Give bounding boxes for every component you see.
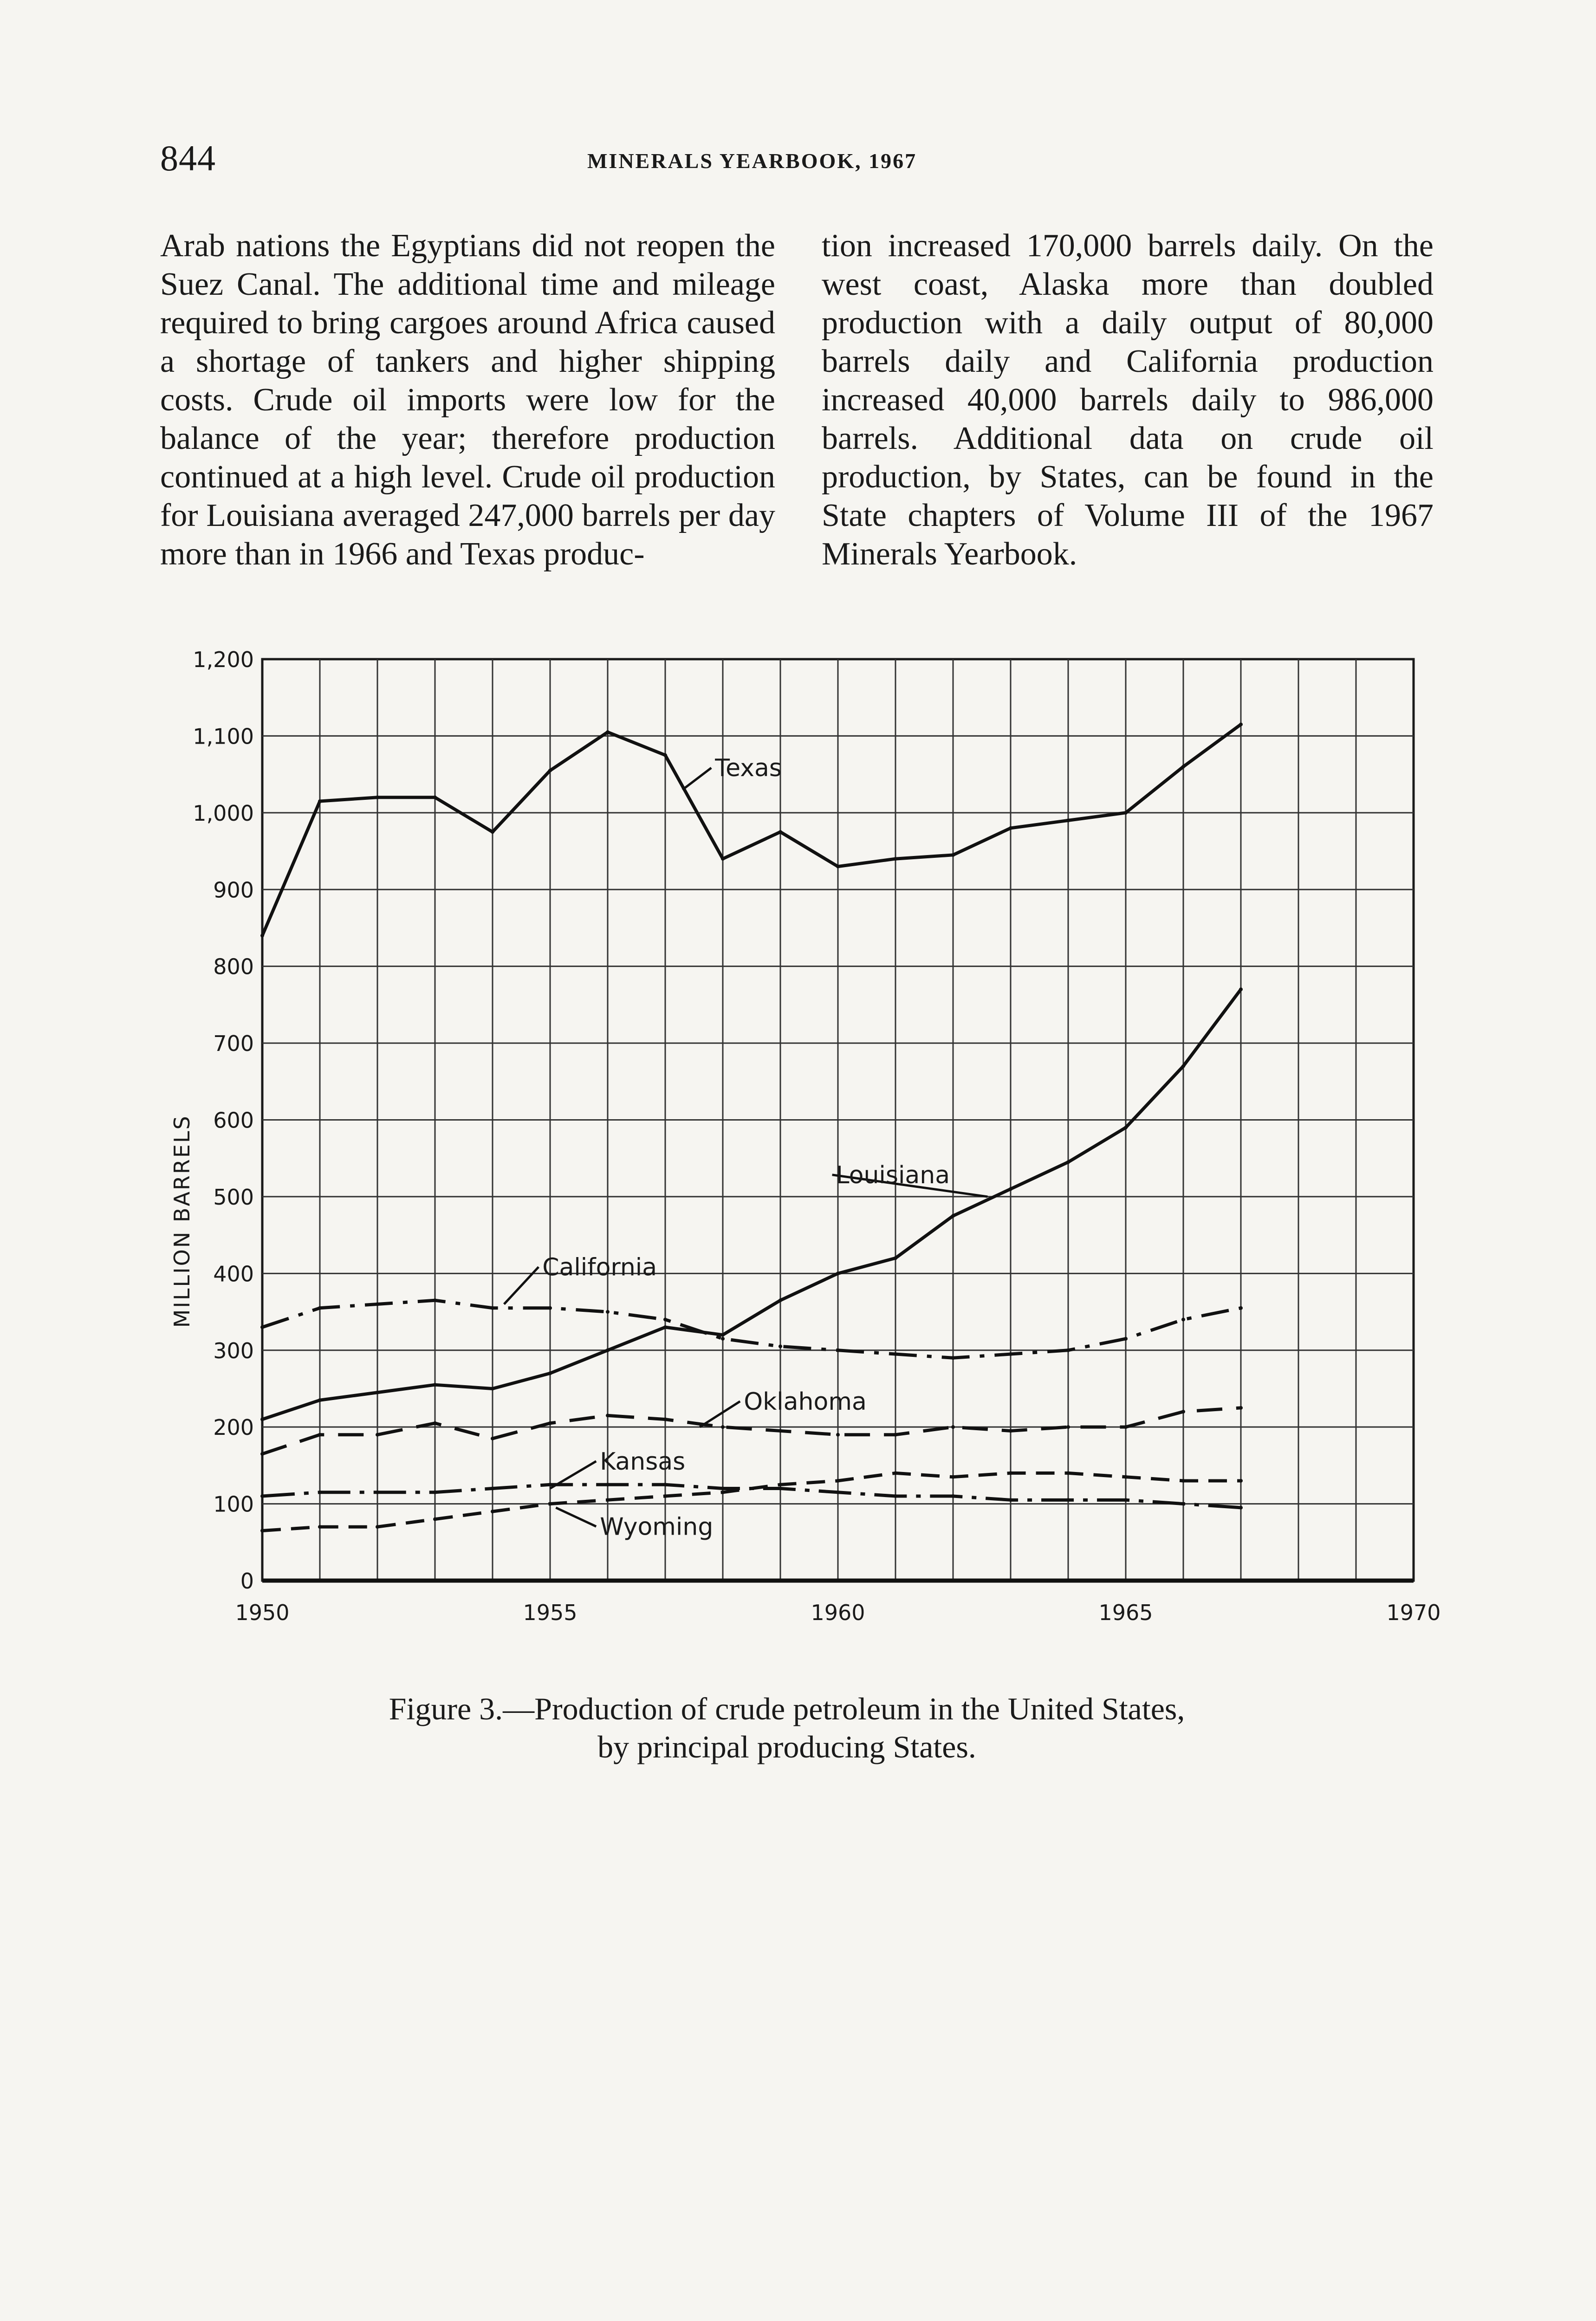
data-point-oklahoma xyxy=(1009,1429,1012,1433)
data-point-california xyxy=(951,1356,955,1360)
data-point-california xyxy=(433,1298,437,1302)
data-point-texas xyxy=(318,799,322,803)
data-point-kansas xyxy=(318,1491,322,1494)
annotation-leader-wyoming xyxy=(556,1508,596,1527)
data-point-texas xyxy=(779,830,782,834)
annotation-label-oklahoma: Oklahoma xyxy=(744,1387,867,1416)
data-point-kansas xyxy=(836,1491,840,1494)
data-point-oklahoma xyxy=(721,1425,725,1429)
data-point-texas xyxy=(1066,818,1070,822)
body-text-left-column: Arab nations the Egyptians did not reopen the Suez Canal. The additional time and mileage required to bring cargoes around Africa caused a shortage of tankers and higher shipping costs. Crude oil imports were low for the balance of the year; therefore production continued at a high level. Crude oil production for Louisiana averaged 247,000 barrels per day more than in 1966 and Texas produc- xyxy=(160,228,775,572)
data-point-louisiana xyxy=(606,1349,610,1352)
data-point-kansas xyxy=(951,1494,955,1498)
data-point-california xyxy=(1124,1337,1128,1341)
data-point-wyoming xyxy=(721,1491,725,1494)
data-point-texas xyxy=(1181,765,1185,769)
data-point-california xyxy=(721,1337,725,1341)
data-point-texas xyxy=(1009,826,1012,830)
data-point-kansas xyxy=(1124,1498,1128,1502)
data-point-kansas xyxy=(1009,1498,1012,1502)
data-point-oklahoma xyxy=(606,1413,610,1417)
data-point-louisiana xyxy=(548,1371,552,1375)
series-line-california xyxy=(262,1300,1241,1358)
y-tick-label: 100 xyxy=(213,1491,254,1517)
data-point-california xyxy=(491,1306,494,1310)
data-point-kansas xyxy=(376,1491,379,1494)
data-point-wyoming xyxy=(1239,1479,1243,1483)
data-point-louisiana xyxy=(376,1391,379,1394)
running-title: MINERALS YEARBOOK, 1967 xyxy=(587,149,917,173)
x-tick-label: 1950 xyxy=(235,1600,290,1625)
series-line-louisiana xyxy=(262,989,1241,1419)
data-point-wyoming xyxy=(836,1479,840,1483)
data-point-kansas xyxy=(548,1483,552,1486)
data-point-wyoming xyxy=(1181,1479,1185,1483)
data-point-california xyxy=(663,1318,667,1322)
data-point-california xyxy=(779,1344,782,1348)
data-point-california xyxy=(1066,1349,1070,1352)
figure-caption-line-2: by principal producing States. xyxy=(597,1729,976,1764)
data-point-oklahoma xyxy=(1124,1425,1128,1429)
figure-caption-line-1: Figure 3.—Production of crude petroleum in the United States, xyxy=(389,1691,1185,1726)
data-point-louisiana xyxy=(1239,987,1243,991)
data-point-louisiana xyxy=(1124,1126,1128,1129)
data-point-texas xyxy=(721,857,725,861)
y-tick-label: 400 xyxy=(213,1261,254,1287)
data-point-texas xyxy=(1124,811,1128,815)
data-point-oklahoma xyxy=(1181,1410,1185,1413)
data-point-oklahoma xyxy=(779,1429,782,1433)
series-line-wyoming xyxy=(262,1473,1241,1530)
data-point-louisiana xyxy=(433,1383,437,1387)
data-point-oklahoma xyxy=(548,1421,552,1425)
data-point-california xyxy=(1239,1306,1243,1310)
data-point-louisiana xyxy=(894,1256,897,1260)
data-point-texas xyxy=(663,753,667,757)
figure-caption xyxy=(160,1690,1414,1766)
data-point-kansas xyxy=(779,1487,782,1491)
data-point-wyoming xyxy=(951,1475,955,1479)
data-point-texas xyxy=(548,769,552,772)
annotation-leader-texas xyxy=(682,768,711,790)
data-point-california xyxy=(260,1325,264,1329)
data-point-wyoming xyxy=(433,1517,437,1521)
data-point-texas xyxy=(951,853,955,857)
data-point-oklahoma xyxy=(894,1433,897,1437)
data-point-oklahoma xyxy=(260,1452,264,1456)
annotation-label-texas: Texas xyxy=(715,754,782,783)
data-point-texas xyxy=(433,796,437,799)
data-point-oklahoma xyxy=(318,1433,322,1437)
data-point-kansas xyxy=(1181,1502,1185,1506)
page-number: 844 xyxy=(160,138,216,178)
x-tick-label: 1955 xyxy=(523,1600,577,1625)
annotation-leader-california xyxy=(504,1267,538,1304)
annotation-label-louisiana: Louisiana xyxy=(836,1161,950,1189)
y-tick-label: 1,000 xyxy=(193,800,254,826)
data-point-oklahoma xyxy=(1239,1406,1243,1410)
data-point-california xyxy=(1009,1352,1012,1356)
data-point-kansas xyxy=(1239,1506,1243,1510)
data-point-wyoming xyxy=(1124,1475,1128,1479)
data-point-texas xyxy=(260,934,264,938)
annotation-leader-oklahoma xyxy=(700,1401,740,1427)
data-point-louisiana xyxy=(318,1398,322,1402)
data-point-louisiana xyxy=(836,1271,840,1275)
data-point-wyoming xyxy=(1066,1471,1070,1475)
data-point-oklahoma xyxy=(433,1421,437,1425)
data-point-wyoming xyxy=(318,1525,322,1529)
data-point-kansas xyxy=(260,1494,264,1498)
data-point-california xyxy=(1181,1318,1185,1322)
y-axis-label: MILLION BARRELS xyxy=(169,1115,195,1328)
data-point-wyoming xyxy=(491,1510,494,1513)
data-point-wyoming xyxy=(376,1525,379,1529)
data-point-louisiana xyxy=(1066,1160,1070,1164)
production-line-chart xyxy=(158,636,1448,1653)
data-point-texas xyxy=(894,857,897,861)
data-point-kansas xyxy=(1066,1498,1070,1502)
data-point-louisiana xyxy=(721,1333,725,1337)
data-point-texas xyxy=(606,730,610,734)
data-point-texas xyxy=(491,830,494,834)
x-tick-label: 1965 xyxy=(1098,1600,1153,1625)
data-point-kansas xyxy=(433,1491,437,1494)
data-point-louisiana xyxy=(663,1325,667,1329)
data-point-louisiana xyxy=(779,1298,782,1302)
y-tick-label: 500 xyxy=(213,1184,254,1210)
data-point-louisiana xyxy=(951,1214,955,1218)
y-tick-label: 1,200 xyxy=(193,647,254,672)
data-point-wyoming xyxy=(260,1529,264,1532)
data-point-louisiana xyxy=(1181,1064,1185,1068)
data-point-kansas xyxy=(721,1487,725,1491)
data-point-texas xyxy=(376,796,379,799)
data-point-oklahoma xyxy=(663,1418,667,1421)
data-point-california xyxy=(318,1306,322,1310)
data-point-california xyxy=(548,1306,552,1310)
annotation-label-wyoming: Wyoming xyxy=(600,1513,714,1541)
data-point-california xyxy=(376,1303,379,1306)
y-tick-label: 200 xyxy=(213,1415,254,1440)
y-tick-label: 1,100 xyxy=(193,724,254,749)
data-point-wyoming xyxy=(779,1483,782,1486)
y-tick-label: 700 xyxy=(213,1031,254,1057)
data-point-oklahoma xyxy=(376,1433,379,1437)
annotation-label-kansas: Kansas xyxy=(600,1447,686,1476)
data-point-wyoming xyxy=(548,1502,552,1506)
data-point-wyoming xyxy=(894,1471,897,1475)
data-point-louisiana xyxy=(260,1418,264,1421)
data-point-kansas xyxy=(606,1483,610,1486)
data-point-kansas xyxy=(663,1483,667,1486)
data-point-louisiana xyxy=(1009,1187,1012,1191)
y-tick-label: 900 xyxy=(213,877,254,903)
annotation-label-california: California xyxy=(542,1253,657,1282)
data-point-oklahoma xyxy=(491,1437,494,1440)
data-point-kansas xyxy=(491,1487,494,1491)
annotation-leader-kansas xyxy=(550,1461,596,1489)
data-point-oklahoma xyxy=(1066,1425,1070,1429)
data-point-texas xyxy=(1239,723,1243,726)
data-point-california xyxy=(836,1349,840,1352)
data-point-kansas xyxy=(894,1494,897,1498)
data-point-louisiana xyxy=(491,1387,494,1390)
data-point-california xyxy=(894,1352,897,1356)
data-point-wyoming xyxy=(663,1494,667,1498)
data-point-california xyxy=(606,1310,610,1314)
x-tick-label: 1970 xyxy=(1386,1600,1441,1625)
y-tick-label: 300 xyxy=(213,1338,254,1363)
x-tick-label: 1960 xyxy=(811,1600,865,1625)
data-point-wyoming xyxy=(606,1498,610,1502)
data-point-oklahoma xyxy=(951,1425,955,1429)
data-point-oklahoma xyxy=(836,1433,840,1437)
y-tick-label: 600 xyxy=(213,1108,254,1133)
y-tick-label: 800 xyxy=(213,954,254,979)
body-text-right-column: tion increased 170,000 barrels daily. On the west coast, Alaska more than doubled production with a daily output of 80,000 barrels daily and California production increased 40,000 barrels daily to 986,000 barrels. Additional data on crude oil production, by States, can be found in the State chapters of Volume III of the 1967 Minerals Yearbook. xyxy=(822,228,1434,572)
data-point-texas xyxy=(836,865,840,869)
y-tick-label: 0 xyxy=(240,1569,254,1594)
data-point-wyoming xyxy=(1009,1471,1012,1475)
